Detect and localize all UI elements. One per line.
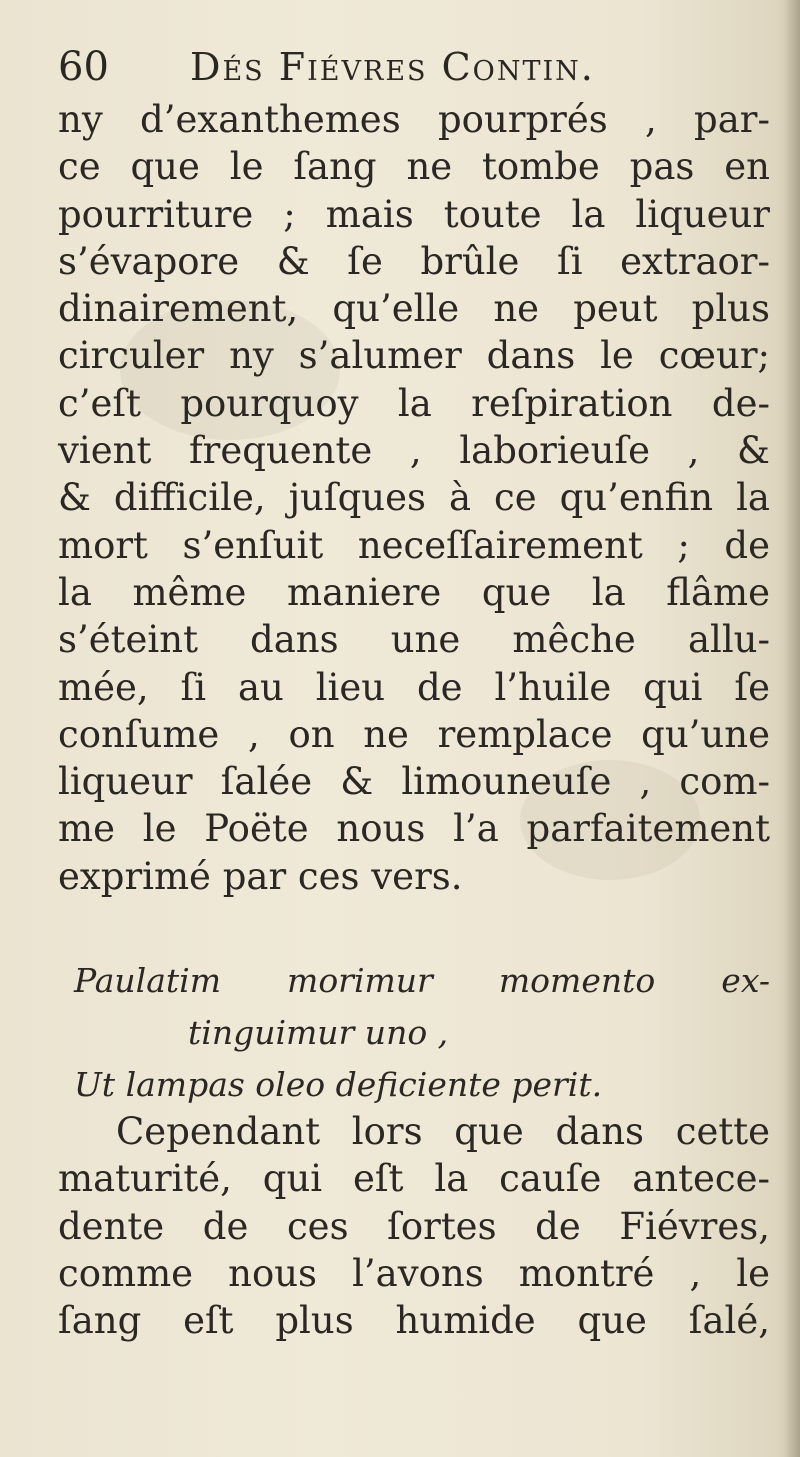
text-line: circuler ny s’alumer dans le cœur; <box>58 334 770 378</box>
text-line: mort s’enſuit neceſſairement ; de <box>58 523 770 567</box>
text-line: la même maniere que la flâme <box>58 570 770 614</box>
text-line: me le Poëte nous l’a parfaitement <box>58 807 770 851</box>
text-line: pourriture ; mais toute la liqueur <box>58 192 770 236</box>
text-line: s’évapore & ſe brûle ſi extraor- <box>58 239 770 283</box>
text-line: maturité, qui eſt la cauſe antece- <box>58 1157 770 1201</box>
text-line: liqueur ſalée & limouneuſe , com- <box>58 760 770 804</box>
text-line: & difficile, juſques à ce qu’enfin la <box>58 476 770 520</box>
verse-line: Paulatim morimur momento ex- <box>74 961 770 1000</box>
text-line: dinairement, qu’elle ne peut plus <box>58 287 770 331</box>
text-line: comme nous l’avons montré , le <box>58 1251 770 1295</box>
text-line: vient frequente , laborieuſe , & <box>58 429 770 473</box>
text-line: mée, ſi au lieu de l’huile qui ſe <box>58 665 770 709</box>
paragraph-2 <box>58 1108 770 1344</box>
page-edge-shadow <box>784 0 800 1457</box>
latin-verse <box>58 955 770 1111</box>
text-line: ce que le ſang ne tombe pas en <box>58 145 770 189</box>
text-line: c’eſt pourquoy la reſpiration de- <box>58 381 770 425</box>
verse-line: tinguimur uno , <box>188 1013 449 1052</box>
page-number: 60 <box>58 44 109 90</box>
text-line: s’éteint dans une mêche allu- <box>58 618 770 662</box>
page-header <box>58 42 718 92</box>
text-line: exprimé par ces vers. <box>58 854 463 898</box>
text-line: ny d’exanthemes pourprés , par- <box>58 98 770 141</box>
text-line: Cependant lors que dans cette <box>116 1110 770 1153</box>
paragraph-1 <box>58 96 770 900</box>
text-line: ſang eſt plus humide que ſalé, <box>58 1299 770 1343</box>
text-line: dente de ces ſortes de Fiévres, <box>58 1204 770 1248</box>
verse-line: Ut lampas oleo deficiente perit. <box>74 1065 603 1104</box>
running-head: Dés Fiévres Contin. <box>190 45 595 89</box>
text-line: conſume , on ne remplace qu’une <box>58 712 770 756</box>
